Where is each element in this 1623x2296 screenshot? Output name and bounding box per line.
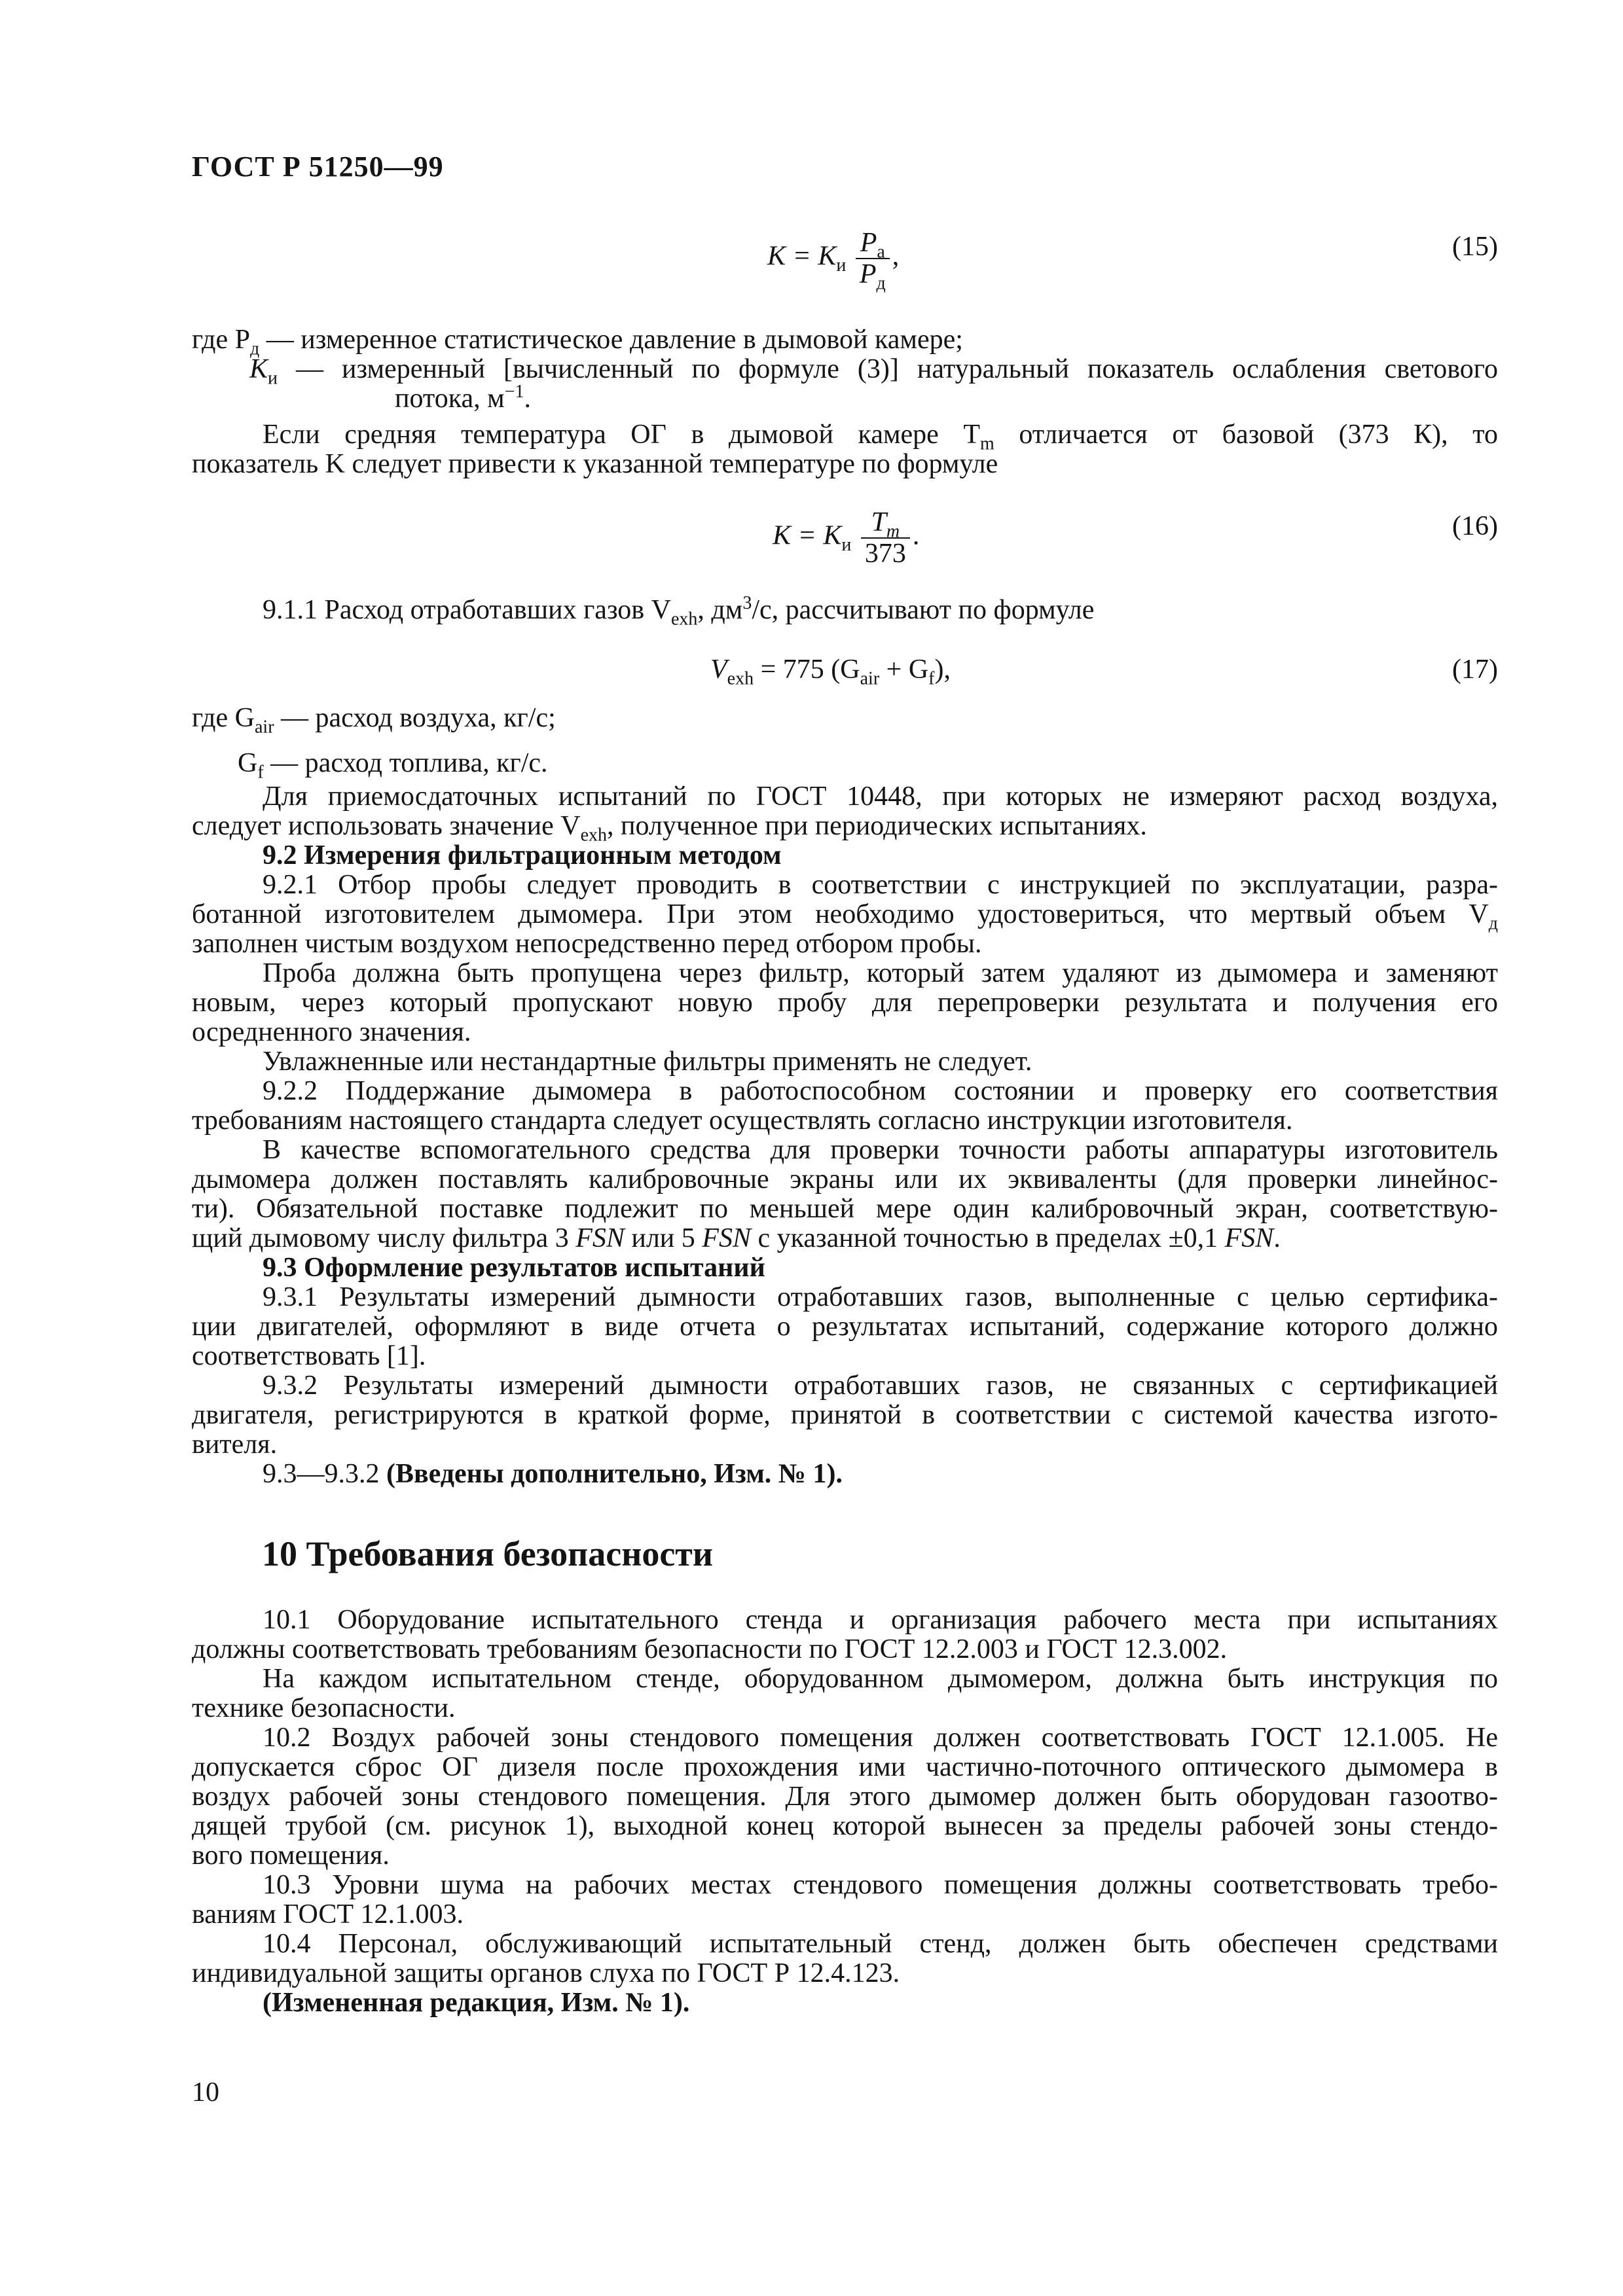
page-number: 10 [192, 2077, 219, 2108]
section-10-title: 10 Требования безопасности [262, 1534, 713, 1573]
equation-17: $V_{exh} = 775$ $(G_{air} + G_f)$, [710, 655, 951, 689]
equation-15-number: (15) [1452, 232, 1498, 262]
section-10-body: 10.1 Оборудование испытательного стенда и организация рабочего места при испытаниях должны соответствовать требованиям безопасности по ГОСТ 12.2.003 и ГОСТ 12.3.002. На каждом испытательном стенде, оборудованном дымомером, должна быть инструкция по технике безопасности. 10.2 Воздух рабочей зоны стендового помещения должен соответствовать ГОСТ 12.1.005. Не допускается сброс ОГ дизеля после прохождения ими частично-поточного оптического дымомера в воздух рабочей зоны стендового помещения. Для этого дымомер должен быть оборудован газоотво- дящей трубой (см. рисунок 1), выходной конец которой вынесен за пределы рабочей зоны стендо- вого помещения. 10.3 Уровни шума на рабочих местах стендового помещения должны соответствовать требо- ваниям ГОСТ 12.1.003. 10.4 Персонал, обслуживающий испытательный стенд, должен быть обеспечен средствами индивидуальной защиты органов слуха по ГОСТ Р 12.4.123. (Измененная редакция, Изм. № 1). [192, 1605, 1498, 2018]
section-9-2-title: 9.2 Измерения фильтрационным методом [263, 840, 782, 870]
equation-15: $K = K_и$ $\frac{P_а}{P_д}$ , [767, 228, 900, 294]
paragraph-temperature: Если средняя температура ОГ в дымовой камере $T_m$ отличается от базовой (373 К), то показатель K следует привести к указанной температуре по формуле [192, 420, 1498, 479]
document-header: ГОСТ Р 51250—99 [192, 151, 444, 183]
equation-16: $K = K_и$ $\frac{T_m}{373}$ . [773, 507, 920, 569]
where-17: где $G_{air}$ — расход воздуха, кг/с; $G_f$ — расход топлива, кг/с. [192, 703, 556, 783]
paragraph-9-1-1: 9.1.1 Расход отработавших газов $V_{exh}$, $дм^3/с$, рассчитывают по формуле [263, 593, 1095, 630]
section-9-3-title: 9.3 Оформление результатов испытаний [263, 1253, 765, 1283]
equation-16-number: (16) [1452, 511, 1498, 541]
equation-17-number: (17) [1452, 655, 1498, 685]
section-9-body: Для приемосдаточных испытаний по ГОСТ 10448, при которых не измеряют расход воздуха, следует использовать значение $V_{exh}$, полученное при периодических испытаниях. 9.2 Измерения фильтрационным методом 9.2.1 Отбор пробы следует проводить в соответствии с инструкцией по эксплуатации, разра- ботанной изготовителем дымомера. При этом необходимо удостовериться, что мертвый объем $V_д$ заполнен чистым воздухом непосредственно перед отбором пробы. Проба должна быть пропущена через фильтр, который затем удаляют из дымомера и заменяют новым, через который пропускают новую пробу для перепроверки результата и получения его осредненного значения. Увлажненные или нестандартные фильтры применять не следует. 9.2.2 Поддержание дымомера в работоспособном состоянии и проверку его соответствия требованиям настоящего стандарта следует осуществлять согласно инструкции изготовителя. В качестве вспомогательного средства для проверки точности работы аппаратуры изготовитель дымомера должен поставлять калибровочные экраны или их эквиваленты (для проверки линейнос- ти). Обязательной поставке подлежит по меньшей мере один калибровочный экран, соответствую- щий дымовому числу фильтра 3 FSN или 5 FSN с указанной точностью в пределах ±0,1 FSN. 9.3 Оформление результатов испытаний 9.3.1 Результаты измерений дымности отработавших газов, выполненные с целью сертифика- ции двигателей, оформляют в виде отчета о результатах испытаний, содержание которого должно соответствовать [1]. 9.3.2 Результаты измерений дымности отработавших газов, не связанных с сертификацией двигателя, регистрируются в краткой форме, принятой в соответствии с системой качества изгото- вителя. 9.3—9.3.2 (Введены дополнительно, Изм. № 1). [192, 781, 1498, 1489]
where-15: где $P_д$ — измеренное статистическое давление в дымовой камере; $K_и$ — измеренный [вычисленный по формуле (3)] натуральный показатель ослабления светового потока, $м^{-1}$. [192, 325, 1498, 414]
